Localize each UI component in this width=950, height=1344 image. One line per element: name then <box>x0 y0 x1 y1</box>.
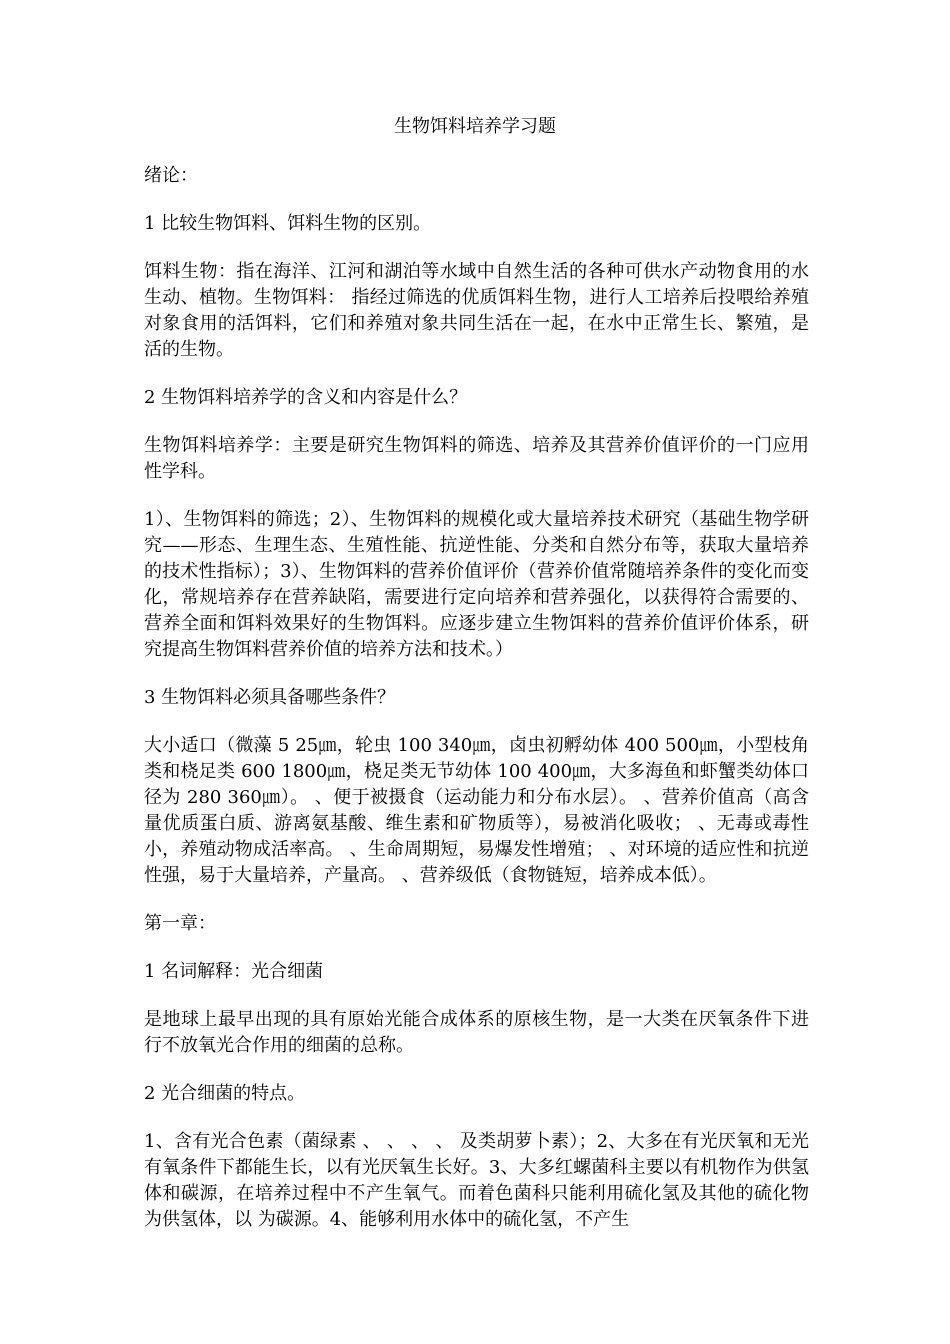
question-3: 3 生物饵料必须具备哪些条件？ <box>144 687 396 708</box>
answer-2-definition: 生物饵料培养学：主要是研究生物饵料的筛选、培养及其营养价值评价的一门应用性学科。 <box>144 435 809 482</box>
answer-2-content: 1）、生物饵料的筛选；2）、生物饵料的规模化或大量培养技术研究（基础生物学研究——形态、生理生态、生殖性能、抗逆性能、分类和自然分布等，获取大量培养的技术性指标）；3）、生物饵料的营养价值评价（营养价值常随培养条件的变化而变化，常规培养存在营养缺陷，需要进行定向培养和营养强化，以获得符合需要的、营养全面和饵料效果好的生物饵料。应逐步建立生物饵料的营养价值评价体系，研究提高生物饵料营养价值的培养方法和技术。） <box>144 509 809 660</box>
question-2: 2 生物饵料培养学的含义和内容是什么？ <box>144 387 468 408</box>
answer-1: 饵料生物：指在海洋、江河和湖泊等水域中自然生活的各种可供水产动物食用的水生动、植物。生物饵料： 指经过筛选的优质饵料生物，进行人工培养后投喂给养殖对象食用的活饵料，它们和养殖对象共同生活在一起，在水中正常生长、繁殖，是活的生物。 <box>144 261 809 360</box>
section-heading-chapter-1: 第一章： <box>144 913 216 934</box>
section-heading-intro: 绪论： <box>144 165 198 186</box>
chapter-1-answer-1: 是地球上最早出现的具有原始光能合成体系的原核生物，是一大类在厌氧条件下进行不放氧光合作用的细菌的总称。 <box>144 1009 809 1056</box>
chapter-1-question-2: 2 光合细菌的特点。 <box>144 1083 306 1104</box>
chapter-1-answer-2: 1、含有光合色素（菌绿素 、 、 、 、 及类胡萝卜素）；2、大多在有光厌氧和无光有氧条件下都能生长，以有光厌氧生长好。3、大多红螺菌科主要以有机物作为供氢体和碳源，在培养过程中不产生氧气。而着色菌科只能利用硫化氢及其他的硫化物为供氢体，以 为碳源。4、能够利用水体中的硫化氢，不产生 <box>144 1131 809 1230</box>
document-title: 生物饵料培养学习题 <box>394 116 556 137</box>
chapter-1-question-1: 1 名词解释：光合细菌 <box>144 961 324 982</box>
answer-3: 大小适口（微藻 5 25㎛，轮虫 100 340㎛，卤虫初孵幼体 400 500㎛，小型枝角类和桡足类 600 1800㎛，桡足类无节幼体 100 400㎛，大多海鱼和虾蟹类幼体口径为 280 360㎛）。 、便于被摄食（运动能力和分布水层）。 、营养价值高（高含量优质蛋白质、游离氨基酸、维生素和矿物质等），易被消化吸收； 、无毒或毒性小，养殖动物成活率高。 、生命周期短，易爆发性增殖； 、对环境的适应性和抗逆性强，易于大量培养，产量高。 、营养级低（食物链短，培养成本低）。 <box>144 735 809 886</box>
document-body <box>144 163 809 1255</box>
question-1: 1 比较生物饵料、饵料生物的区别。 <box>144 213 432 234</box>
